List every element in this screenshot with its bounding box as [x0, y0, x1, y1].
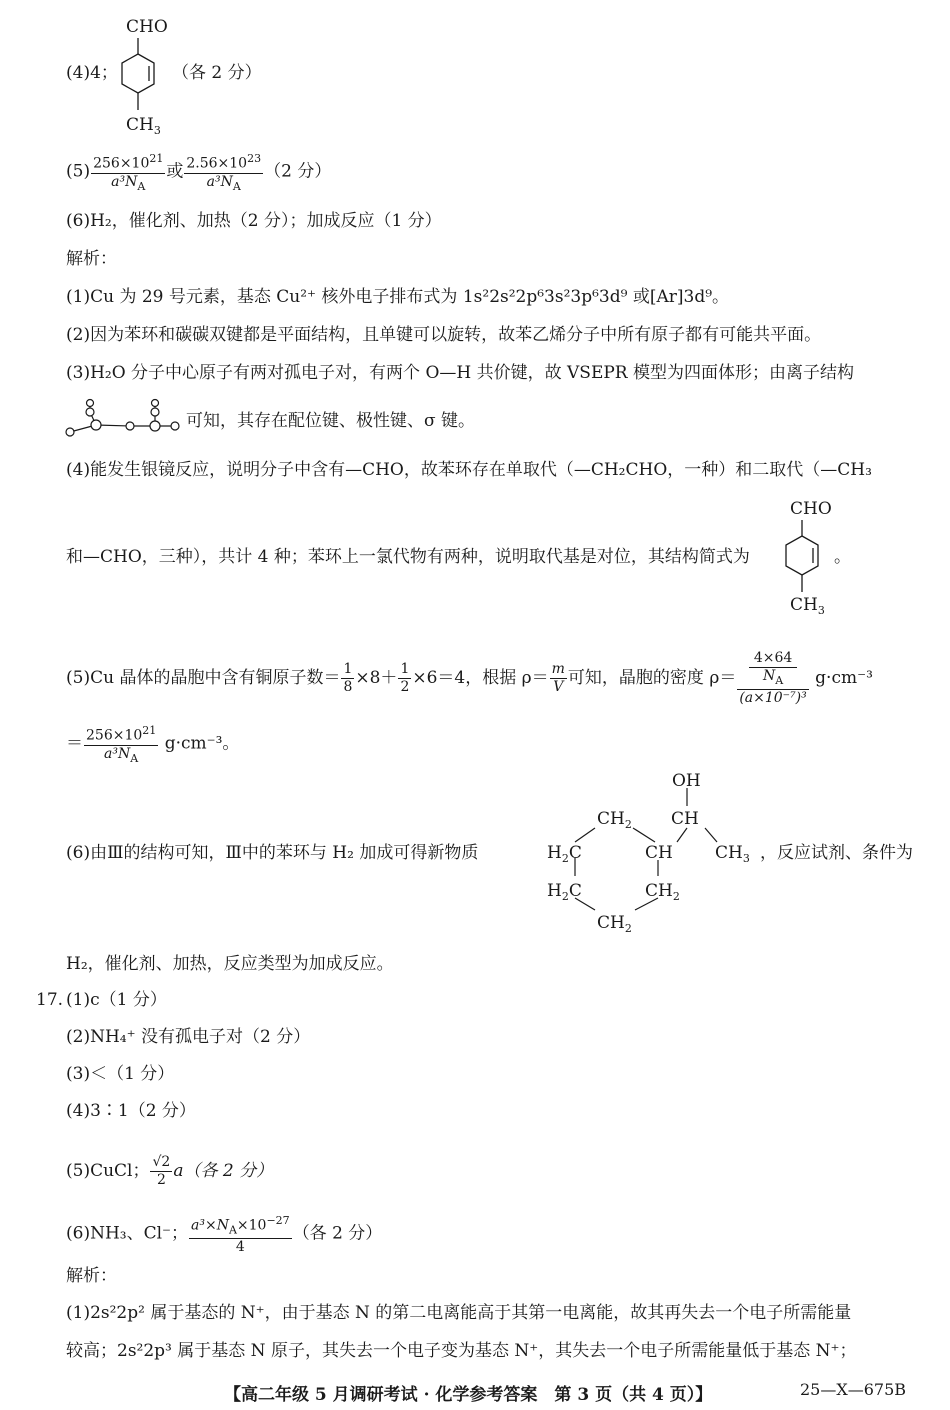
q16-e4c: 。: [834, 547, 851, 567]
q16-jiexi: 解析：: [66, 249, 117, 269]
q17-a1: (1)c（1 分）: [66, 990, 167, 1010]
fraction: 4×64 $N_A$ (a×10⁻⁷)³: [739, 650, 807, 706]
fraction: $\frac{2.56\times 10^{23}}{a^3N_A}$: [186, 152, 262, 193]
q16-e3b: 可知，其存在配位键、极性键、σ 键。: [186, 411, 476, 431]
q16-e2: (2)因为苯环和碳碳双键都是平面结构，且单键可以旋转，故苯乙烯分子中所有原子都有可能共平面。: [66, 325, 822, 345]
q16-e5a: (5)Cu 晶体的晶胞中含有铜原子数＝ $\frac{1}{8}$ ×8＋ $\frac{1}{2}$ ×6＝4，根据 ρ＝ $\frac{m}{V}$ 可知，晶胞的密度 ρ＝ 4×64 $N_A$ (a×10⁻⁷)³ g·cm⁻³: [66, 650, 873, 706]
svg-text:CH2: $CH_2$: [597, 913, 632, 935]
q16-a6: (6)H₂，催化剂、加热（2 分）；加成反应（1 分）: [66, 211, 442, 231]
svg-text:CH: CH: [671, 809, 699, 829]
q17-e1b: 较高；2s²2p³ 属于基态 N 原子，其失去一个电子变为基态 N⁺，其失去一个电子所需能量低于基态 N⁺；: [66, 1341, 857, 1361]
svg-text:H2C: $H_2C$: [547, 843, 582, 865]
q17-a4: (4)3∶1（2 分）: [66, 1101, 196, 1121]
fraction: $\frac{256\times 10^{21}}{a^3N_A}$: [93, 152, 164, 193]
q17-a3: (3)＜（1 分）: [66, 1064, 175, 1084]
fraction: $\frac{1}{2}$: [400, 660, 410, 695]
p-methylbenzaldehyde-structure-1: [110, 10, 180, 135]
q16-a4-note: （各 2 分）: [172, 63, 262, 83]
svg-text:CH: CH: [645, 843, 673, 863]
q17-a6: (6)NH₃、Cl⁻； $\frac{a^3\times N_A\times 10^{-27}}{4}$ （各 2 分）: [66, 1214, 383, 1256]
q17-number: 17.: [36, 990, 64, 1010]
q16-e4a: (4)能发生银镜反应，说明分子中含有—CHO，故苯环存在单取代（—CH₂CHO，一种）和二取代（—CH₃: [66, 460, 872, 480]
svg-text:CH2: $CH_2$: [645, 881, 680, 903]
q16-e6a: (6)由Ⅲ的结构可知，Ⅲ中的苯环与 H₂ 加成可得新物质: [66, 843, 479, 863]
ch3-label: $CH_3$: [126, 115, 161, 135]
page-footer-title: 【高二年级 5 月调研考试 · 化学参考答案 第 3 页（共 4 页）】: [224, 1385, 713, 1405]
svg-text:OH: OH: [672, 771, 701, 791]
q16-e6c: H₂，催化剂、加热，反应类型为加成反应。: [66, 954, 394, 974]
q16-a5: (5) $\frac{256\times 10^{21}}{a^3N_A}$ 或 $\frac{2.56\times 10^{23}}{a^3N_A}$ （2 分）: [66, 152, 332, 193]
cho-label: CHO: [790, 499, 832, 519]
svg-text:H2C: $H_2C$: [547, 881, 582, 903]
ch3-label: $CH_3$: [790, 595, 825, 617]
q16-e4b: 和—CHO，三种），共计 4 种；苯环上一氯代物有两种，说明取代基是对位，其结构简式为: [66, 547, 750, 567]
q16-e5b: ＝ $\frac{256\times 10^{21}}{a^3N_A}$ g·cm⁻³。: [66, 724, 240, 765]
q16-a4-label: (4)4；: [66, 63, 118, 83]
fraction: $\frac{a^3\times N_A\times 10^{-27}}{4}$: [191, 1214, 290, 1256]
cho-label: CHO: [126, 17, 168, 37]
cyclohexyl-ethanol-structure: [545, 768, 775, 938]
fraction: $\frac{1}{8}$: [343, 660, 353, 695]
q16-e3a: (3)H₂O 分子中心原子有两对孤电子对，有两个 O—H 共价键，故 VSEPR 模型为四面体形；由离子结构: [66, 363, 855, 383]
svg-text:CH3: $CH_3$: [715, 843, 750, 865]
page-code: 25—X—675B: [800, 1380, 907, 1399]
q17-a2: (2)NH₄⁺ 没有孤电子对（2 分）: [66, 1027, 311, 1047]
ion-structure-diagram: [62, 398, 187, 440]
fraction: $\frac{256\times 10^{21}}{a^3N_A}$: [86, 724, 157, 765]
fraction: $\frac{√2}{2}$: [152, 1154, 171, 1188]
q16-e6b: ，反应试剂、条件为: [760, 843, 913, 863]
q17-a5: (5)CuCl； $\frac{√2}{2}$ a（各 2 分）: [66, 1154, 274, 1188]
q17-jiexi: 解析：: [66, 1266, 117, 1286]
q16-e1: (1)Cu 为 29 号元素，基态 Cu²⁺ 核外电子排布式为 1s²2s²2p⁶3s²3p⁶3d⁹ 或[Ar]3d⁹。: [66, 287, 730, 307]
q17-e1a: (1)2s²2p² 属于基态的 N⁺，由于基态 N 的第二电离能高于其第一电离能，故其再失去一个电子所需能量: [66, 1303, 852, 1323]
fraction: $\frac{m}{V}$: [551, 660, 565, 695]
svg-text:CH2: $CH_2$: [597, 809, 632, 831]
